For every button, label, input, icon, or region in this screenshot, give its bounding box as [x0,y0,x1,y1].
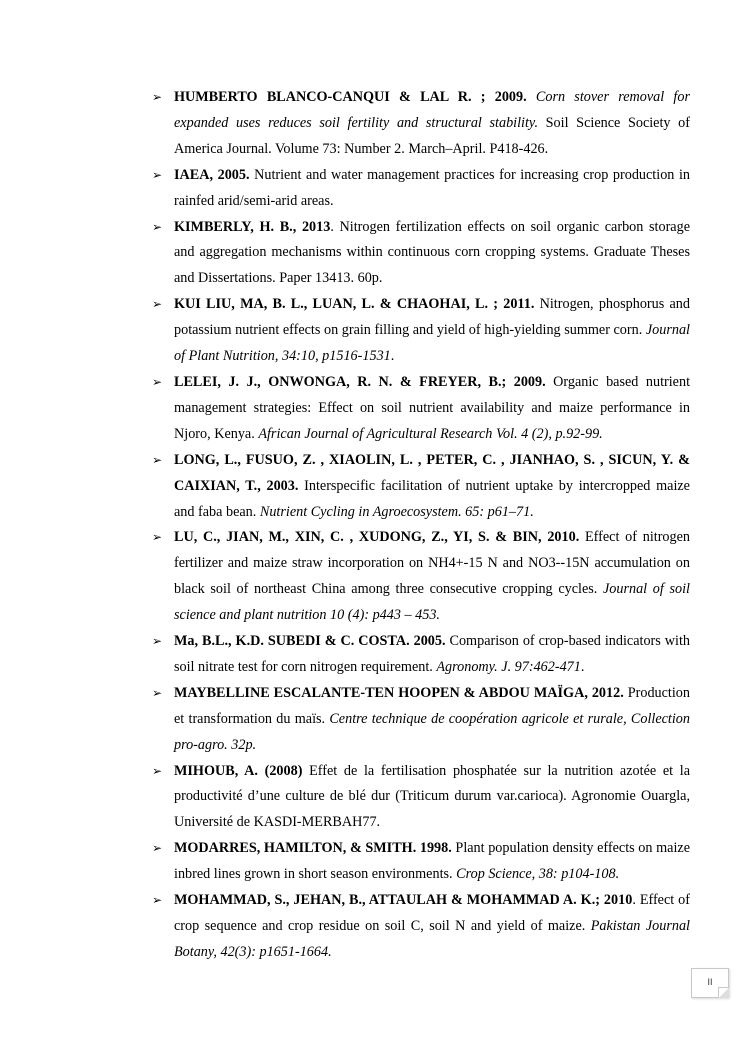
reference-authors: KIMBERLY, H. B., 2013 [174,218,331,235]
reference-item [152,681,690,759]
reference-item [152,292,690,370]
reference-journal: Nutrient Cycling in Agroecosystem. 65: p61–71. [259,503,534,520]
arrow-bullet-icon: ➢ [152,219,163,234]
reference-authors: MAYBELLINE ESCALANTE-TEN HOOPEN & ABDOU MAÏGA, 2012. [174,684,624,701]
arrow-bullet-icon: ➢ [152,90,163,104]
reference-journal: Crop Science, 38: p104-108. [456,866,620,883]
reference-title: Nitrogen, phosphorus and potassium nutrient effects on grain filling and yield of high-yielding summer corn. [174,296,690,339]
reference-journal: Centre technique de coopération agricole et rurale, Collection pro-agro. 32p. [174,710,690,753]
arrow-bullet-icon: ➢ [152,763,163,778]
reference-authors: MODARRES, HAMILTON, & SMITH. 1998. [174,840,452,857]
reference-item [152,448,690,526]
reference-title: Interspecific facilitation of nutrient uptake by intercropped maize and faba bean. [174,477,690,520]
reference-list [152,85,690,966]
arrow-bullet-icon: ➢ [152,893,163,908]
reference-journal: African Journal of Agricultural Research Vol. 4 (2), p.92-99. [258,425,603,442]
arrow-bullet-icon: ➢ [152,167,163,182]
reference-authors: Ma, B.L., K.D. SUBEDI & C. COSTA. 2005. [174,633,446,650]
reference-item [152,370,690,448]
reference-journal: Pakistan Journal Botany, 42(3): p1651-1664. [174,918,690,960]
reference-item [152,888,690,966]
reference-title: Effect of nitrogen fertilizer and maize straw incorporation on NH4+-15 N and NO3--15N accumulation on black soil of northeast China among three consecutive cropping cycles. [174,529,691,598]
arrow-bullet-icon: ➢ [152,530,163,545]
reference-authors: LONG, L., FUSUO, Z. , XIAOLIN, L. , PETER, C. , JIANHAO, S. , SICUN, Y. & CAIXIAN, T., 2003. [174,451,690,494]
reference-item [152,525,690,629]
arrow-bullet-icon: ➢ [152,841,163,856]
reference-title: Production et transformation du maïs. [174,684,690,727]
reference-item [152,85,690,163]
reference-authors: LELEI, J. J., ONWONGA, R. N. & FREYER, B.; 2009. [174,373,546,390]
reference-journal: Journal of soil science and plant nutrition 10 (4): p443 – 453. [174,581,690,624]
reference-authors: HUMBERTO BLANCO-CANQUI & LAL R. ; 2009. [174,89,527,105]
reference-item [152,163,690,215]
reference-item [152,629,690,681]
reference-authors: LU, C., JIAN, M., XIN, C. , XUDONG, Z., YI, S. & BIN, 2010. [174,529,580,546]
reference-title: Comparison of crop-based indicators with soil nitrate test for corn nitrogen requirement. [174,633,690,675]
reference-title: Plant population density effects on maize inbred lines grown in short season environments. [174,840,690,883]
reference-tail: . [390,348,395,365]
reference-item [152,215,690,293]
arrow-bullet-icon: ➢ [152,452,163,467]
arrow-bullet-icon: ➢ [152,685,163,700]
reference-journal: Agronomy. J. 97:462-471 [436,658,581,675]
reference-authors: MOHAMMAD, S., JEHAN, B., ATTAULAH & MOHAMMAD A. K.; 2010 [174,892,633,909]
reference-authors: MIHOUB, A. (2008) [174,762,303,779]
reference-item [152,836,690,888]
arrow-bullet-icon: ➢ [152,634,163,649]
reference-journal: Journal of Plant Nutrition, 34:10, p1516-1531 [174,322,690,365]
reference-item [152,759,690,837]
arrow-bullet-icon: ➢ [152,297,163,312]
reference-tail: . [580,658,585,675]
reference-title: . Effect of crop sequence and crop residue on soil C, soil N and yield of maize. [174,892,690,934]
reference-authors: KUI LIU, MA, B. L., LUAN, L. & CHAOHAI, L. ; 2011. [174,296,535,313]
reference-title: . Nitrogen fertilization effects on soil organic carbon storage and aggregation mechanisms within continuous corn cropping systems. Graduate Theses and Dissertations. Paper 13413. 60p. [174,218,690,287]
page-number: II [707,977,713,987]
reference-title: Effet de la fertilisation phosphatée sur la nutrition azotée et la productivité d’une culture de blé dur (Triticum durum var.carioca). Agronomie Ouargla, Université de KASDI-MERBAH77. [174,762,690,831]
reference-title: Organic based nutrient management strategies: Effect on soil nutrient availability and maize performance in Njoro, Kenya. [174,373,691,442]
reference-authors: IAEA, 2005. [174,166,250,183]
page-curl-icon [718,987,729,998]
arrow-bullet-icon: ➢ [152,374,163,389]
reference-title: Corn stover removal for expanded uses reduces soil fertility and structural stability. [174,89,690,131]
page-number-box [691,968,729,998]
reference-source: Soil Science Society of America Journal. Volume 73: Number 2. March–April. P418-426. [174,114,690,157]
reference-title: Nutrient and water management practices for increasing crop production in rainfed arid/semi-arid areas. [174,166,690,209]
